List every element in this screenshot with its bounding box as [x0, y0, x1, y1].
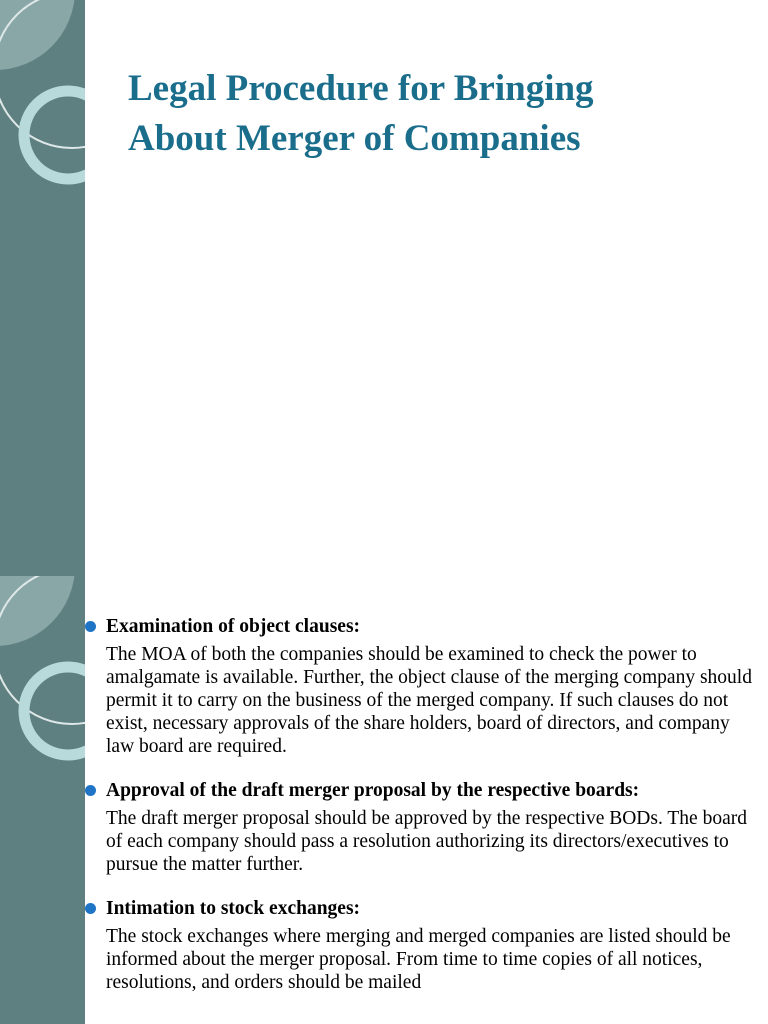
bullet-body: The draft merger proposal should be approved by the respective BODs. The board of each company should pass a resolution authorizing its directors/executives to pursue the matter further.: [106, 808, 747, 875]
bullet-list: [85, 614, 755, 1014]
circle-ornament-icon: [0, 0, 85, 576]
thick-ring-shape: [24, 91, 85, 179]
thick-ring-shape: [24, 667, 85, 755]
title-line-1: Legal Procedure for Bringing: [128, 68, 594, 109]
decorative-sidebar: [0, 0, 85, 576]
bullet-dot-icon: [85, 903, 96, 914]
slide-content: [0, 576, 768, 1024]
slide-title-text: [128, 64, 748, 164]
bullet-body: The stock exchanges where merging and merged companies are listed should be informed about the merger proposal. From time to time copies of all notices, resolutions, and orders should be mailed: [106, 926, 731, 993]
list-item: [85, 778, 755, 876]
bullet-heading: Examination of object clauses:: [106, 616, 361, 637]
decorative-sidebar: [0, 576, 85, 1024]
list-item: [85, 896, 755, 994]
list-item: [85, 614, 755, 758]
bullet-dot-icon: [85, 621, 96, 632]
bullet-dot-icon: [85, 785, 96, 796]
light-circle-shape: [0, 0, 75, 70]
circle-ornament-icon: [0, 576, 85, 1024]
bullet-heading: Approval of the draft merger proposal by the respective boards:: [106, 780, 640, 801]
bullet-body: The MOA of both the companies should be examined to check the power to amalgamate is available. Further, the object clause of the merging company should permit it to carry on the business of the merged company. If such clauses do not exist, necessary approvals of the share holders, board of directors, and company law board are required.: [106, 644, 752, 757]
title-line-2: About Merger of Companies: [128, 118, 581, 159]
light-circle-shape: [0, 576, 75, 646]
bullet-heading: Intimation to stock exchanges:: [106, 898, 361, 919]
